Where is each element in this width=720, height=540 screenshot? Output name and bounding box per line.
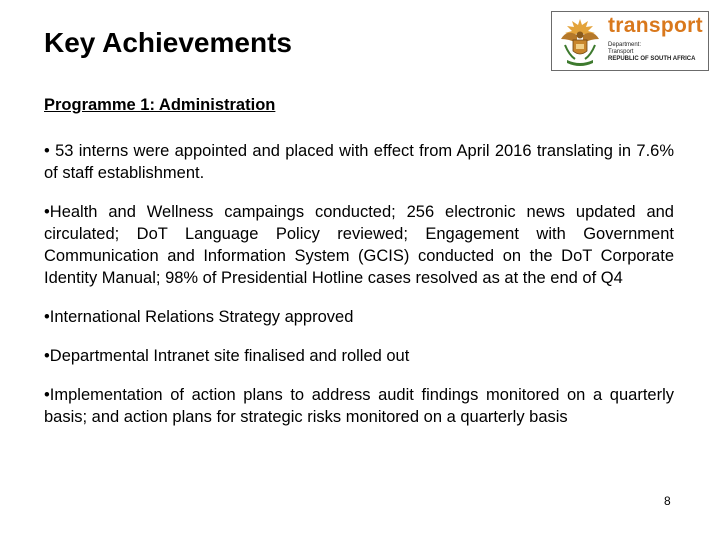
page-number: 8: [664, 494, 671, 508]
coat-of-arms-icon: [555, 15, 605, 67]
bullet-intranet: •Departmental Intranet site finalised and rolled out: [44, 347, 410, 365]
achievements-list: [44, 140, 674, 445]
bullet-interns: • 53 interns were appointed and placed with effect from April 2016 translating in 7.6% of staff establishment.: [44, 142, 674, 182]
bullet-audit-action-plans: •Implementation of action plans to address audit findings monitored on a quarterly basis; and action plans for strategic risks monitored on a quarterly basis: [44, 386, 674, 426]
bullet-international-relations: •International Relations Strategy approved: [44, 308, 354, 326]
logo-wordmark: transport: [608, 14, 703, 37]
logo-country-name: REPUBLIC OF SOUTH AFRICA: [608, 56, 696, 62]
logo-department-name: Transport: [608, 49, 634, 55]
bullet-health-wellness: •Health and Wellness campaings conducted; 256 electronic news updated and circulated; DoT Language Policy reviewed; Engagement with Government Communication and Information System (GCIS) conducted on the DoT Corporate Identity Manual; 98% of Presidential Hotline cases resolved as at the end of Q4: [44, 203, 674, 287]
logo-department-label: Department:: [608, 42, 642, 48]
slide-title: Key Achievements: [44, 27, 292, 58]
section-heading: Programme 1: Administration: [44, 96, 276, 114]
transport-department-logo: [551, 11, 709, 71]
